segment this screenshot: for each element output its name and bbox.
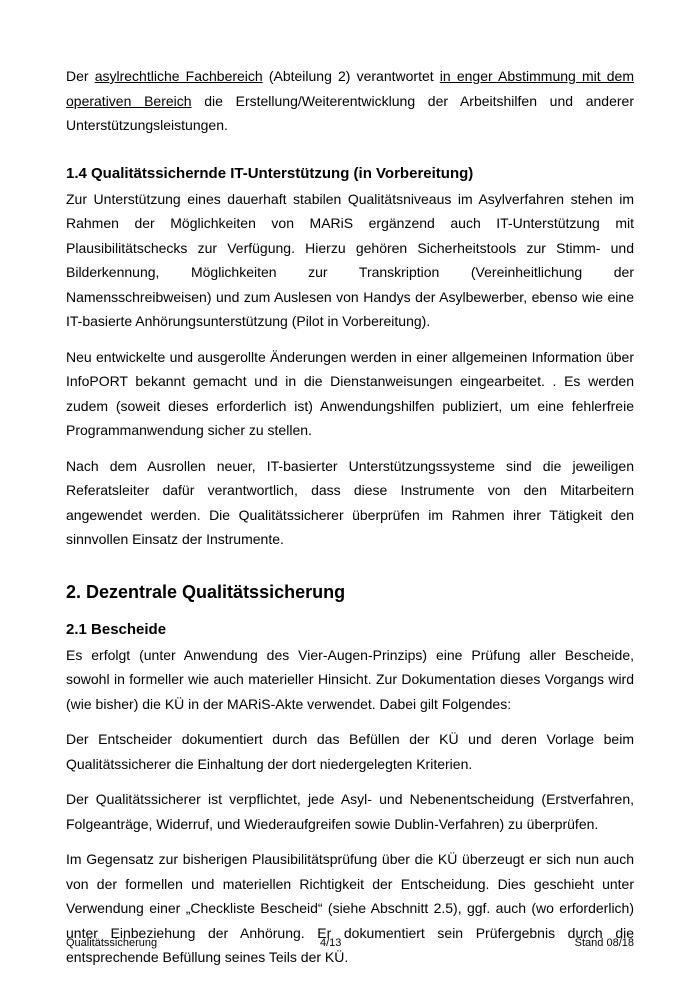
footer-page-number: 4/13 — [320, 937, 342, 949]
intro-underlined-1: asylrechtliche Fachbereich — [94, 68, 263, 84]
intro-paragraph — [66, 64, 634, 138]
section-2-1-paragraph-1: Es erfolgt (unter Anwendung des Vier-Augen-Prinzips) eine Prüfung aller Bescheide, sowohl in formeller wie auch materieller Hinsicht. Zur Dokumentation dieses Vorgangs wird (wie bisher) die KÜ in der MARiS-Akte verwendet. Dabei gilt Folgendes: — [66, 646, 634, 712]
section-2-heading: 2. Dezentrale Qualitätssicherung — [66, 581, 346, 602]
intro-text-1: Der — [66, 68, 95, 84]
section-1-4-paragraph-1: Zur Unterstützung eines dauerhaft stabilen Qualitätsniveaus im Asylverfahren stehen im Rahmen der Möglichkeiten von MARiS ergänzend auch IT-Unterstützung mit Plausibilitätschecks zur Verfügung. Hierzu gehören Sicherheitstools zur Stimm- und Bilderkennung, Möglichkeiten zur Transkription (Vereinheitlichung der Namensschreibweisen) und zum Auslesen von Handys der Asylbewerber, ebenso wie eine IT-basierte Anhörungsunterstützung (Pilot in Vorbereitung). — [66, 190, 634, 329]
footer-version: Stand 08/18 — [574, 937, 634, 949]
footer-title: Qualitätssicherung — [66, 937, 158, 949]
section-2-1-paragraph-4: Im Gegensatz zur bisherigen Plausibilitätsprüfung über die KÜ überzeugt er sich nun auch von der formellen und materiellen Richtigkeit der Entscheidung. Dies geschieht unter Verwendung einer „Checkliste Bescheid“ (siehe Abschnitt 2.5), ggf. auch (wo erforderlich) unter Einbeziehung der Anhörung. Er dokumentiert sein Prüfergebnis durch die entsprechende Befüllung seines Teils der KÜ. — [66, 851, 634, 965]
intro-text-2: (Abteilung 2) verantwortet — [262, 68, 440, 84]
section-2-1-paragraph-2: Der Entscheider dokumentiert durch das Befüllen der KÜ und deren Vorlage beim Qualitätssicherer die Einhaltung der dort niedergelegten Kriterien. — [66, 731, 634, 772]
page-footer — [66, 936, 634, 950]
section-2-1-paragraph-3: Der Qualitätssicherer ist verpflichtet, jede Asyl- und Nebenentscheidung (Erstverfahren, Folgeanträge, Widerruf, und Wiederaufgreifen sowie Dublin-Verfahren) zu überprüfen. — [66, 791, 634, 832]
section-1-4-heading: 1.4 Qualitätssichernde IT-Unterstützung (in Vorbereitung) — [66, 164, 474, 182]
intro-underlined-2: in enger Abstimmung mit dem operativen Bereich — [66, 68, 634, 109]
section-1-4-paragraph-2: Neu entwickelte und ausgerollte Änderungen werden in einer allgemeinen Information über InfoPORT bekannt gemacht und in die Dienstanweisungen eingearbeitet. . Es werden zudem (soweit dieses erforderlich ist) Anwendungshilfen publiziert, um eine fehlerfreie Programmanwendung sicher zu stellen. — [66, 348, 634, 438]
section-2-1-heading: 2.1 Bescheide — [66, 620, 167, 638]
document-page — [66, 64, 634, 981]
section-1-4-paragraph-3: Nach dem Ausrollen neuer, IT-basierter Unterstützungssysteme sind die jeweiligen Referatsleiter dafür verantwortlich, dass diese Instrumente von den Mitarbeitern angewendet werden. Die Qualitätssicherer überprüfen im Rahmen ihrer Tätigkeit den sinnvollen Einsatz der Instrumente. — [66, 457, 634, 547]
intro-text-3: die Erstellung/Weiterentwicklung der Arbeitshilfen und anderer Unterstützungsleistungen. — [66, 92, 634, 133]
